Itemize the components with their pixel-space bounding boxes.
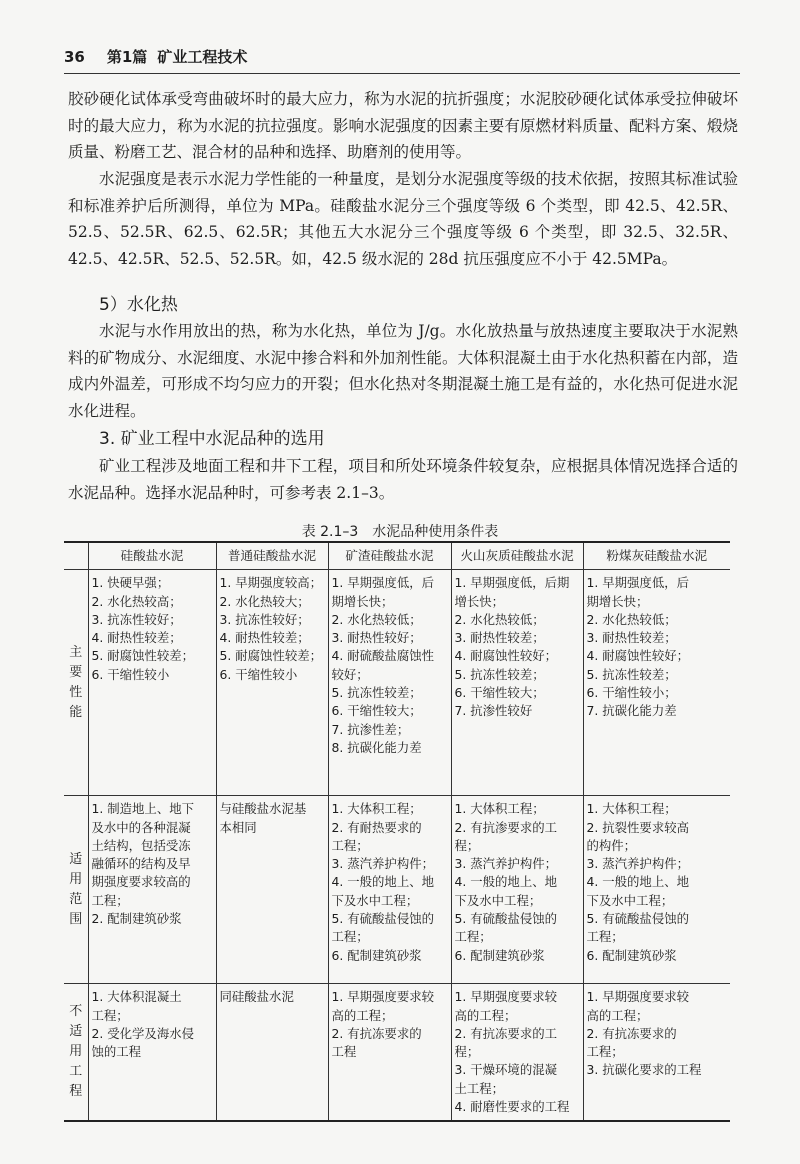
cell-line: 2. 水化热较大；: [219, 593, 310, 609]
cell-line: 6. 配制建筑砂浆: [331, 947, 422, 963]
cell-line: 3. 蒸汽养护构件；: [331, 856, 434, 872]
cell-line: 5. 耐腐蚀性较差；: [219, 648, 322, 664]
cell-line: 1. 大体积混凝土: [91, 989, 182, 1005]
column-header: 火山灰质硅酸盐水泥: [451, 542, 583, 570]
row-label-char: 用: [69, 1044, 83, 1060]
row-header: [64, 984, 88, 1122]
row-label-char: 程: [69, 1084, 83, 1100]
cell-line: 与硅酸盐水泥基: [219, 801, 307, 817]
cell-line: 5. 抗冻性较差；: [586, 666, 677, 682]
column-header: 普通硅酸盐水泥: [216, 542, 328, 570]
cell-line: 1. 早期强度要求较: [586, 989, 689, 1005]
cell-line: 工程；: [586, 929, 624, 945]
cell-line: 2. 有抗冻要求的: [586, 1025, 677, 1041]
cell-line: 4. 一般的地上、地: [586, 874, 689, 890]
cell-line: 4. 一般的地上、地: [454, 874, 557, 890]
row-label-char: 不: [69, 1004, 83, 1020]
cell-line: 及水中的各种混凝: [91, 819, 191, 835]
cell-line: 3. 耐热性较差；: [454, 630, 545, 646]
cell-line: 期增长快；: [331, 593, 394, 609]
table-cell: [328, 570, 451, 796]
cell-line: 8. 抗碳化能力差: [331, 739, 422, 755]
cell-line: 1. 大体积工程；: [331, 801, 422, 817]
cell-line: 6. 干缩性较小: [219, 666, 298, 682]
cell-line: 融循环的结构及早: [91, 856, 191, 872]
corner-cell: [64, 542, 88, 570]
table-cell: [216, 984, 328, 1122]
part-title: 矿业工程技术: [157, 48, 248, 66]
row-label-char: 要: [69, 664, 83, 680]
cell-line: 1. 制造地上、地下: [91, 801, 194, 817]
cell-line: 1. 大体积工程；: [454, 801, 545, 817]
page-number: 36: [64, 48, 85, 66]
row-label-char: 工: [69, 1064, 83, 1080]
cell-line: 5. 有硫酸盐侵蚀的: [331, 911, 434, 927]
cell-line: 4. 一般的地上、地: [331, 874, 434, 890]
cell-line: 增长快；: [454, 593, 505, 609]
cell-line: 5. 有硫酸盐侵蚀的: [454, 911, 557, 927]
paragraph-hydration-heat: 水泥与水作用放出的热，称为水化热，单位为 J/g。水化放热量与放热速度主要取决于水泥熟料的矿物成分、水泥细度、水泥中掺合料和外加剂性能。大体积混凝土由于水化热积蓄在内部，造成内外温差，可形成不均匀应力的开裂；但水化热对冬期混凝土施工是有益的，水化热可促进水泥水化进程。: [68, 322, 738, 420]
cell-line: 1. 早期强度要求较: [454, 989, 557, 1005]
cell-line: 工程；: [586, 1044, 624, 1060]
row-label-char: 适: [69, 851, 83, 867]
row-label-char: 适: [69, 1024, 83, 1040]
table-row: [64, 984, 730, 1122]
table-cell: [216, 796, 328, 984]
cell-line: 3. 耐热性较差；: [586, 630, 677, 646]
table-cell: [216, 570, 328, 796]
table-cell: [451, 796, 583, 984]
cell-line: 2. 受化学及海水侵: [91, 1025, 194, 1041]
table-cell: [88, 570, 216, 796]
cell-line: 2. 有抗渗要求的工程；: [454, 819, 557, 853]
cell-line: 2. 有抗冻要求的工程；: [454, 1025, 557, 1060]
table-row: [64, 570, 730, 796]
cell-line: 7. 抗渗性较好: [454, 703, 533, 719]
cell-line: 1. 早期强度低，后: [331, 575, 434, 591]
cell-line: 2. 有耐热要求的: [331, 819, 422, 835]
cell-line: 4. 耐磨性要求的工程: [454, 1099, 570, 1115]
cell-line: 5. 抗冻性较差；: [331, 685, 422, 701]
row-label-char: 性: [69, 684, 83, 700]
cell-line: 2. 水化热较低；: [454, 611, 545, 627]
cell-line: 1. 快硬早强；: [91, 575, 170, 591]
table-cell: [451, 570, 583, 796]
row-header: [64, 570, 88, 796]
cell-line: 5. 耐腐蚀性较差；: [91, 648, 194, 664]
table-header-row: [64, 542, 730, 570]
cell-line: 6. 干缩性较小；: [586, 685, 677, 701]
cell-line: 2. 水化热较低；: [586, 611, 677, 627]
cell-line: 6. 干缩性较小: [91, 666, 170, 682]
cement-conditions-table: [64, 541, 730, 1122]
cell-line: 7. 抗渗性差；: [331, 721, 410, 737]
table-cell: [583, 796, 730, 984]
cell-line: 5. 有硫酸盐侵蚀的: [586, 911, 689, 927]
paragraph-cement-selection: 矿业工程涉及地面工程和井下工程，项目和所处环境条件较复杂，应根据具体情况选择合适的水泥品种。选择水泥品种时，可参考表 2.1–3。: [68, 457, 738, 502]
cell-line: 工程；: [331, 929, 369, 945]
cell-line: 1. 早期强度低，后期: [454, 575, 570, 591]
cell-line: 高的工程；: [454, 1007, 517, 1023]
cell-line: 2. 配制建筑砂浆: [91, 911, 182, 927]
table-caption: 表 2.1–3 水泥品种使用条件表: [301, 524, 499, 540]
cell-line: 7. 抗碳化能力差: [586, 703, 677, 719]
table-cell: [328, 796, 451, 984]
cell-line: 工程: [331, 1044, 357, 1060]
column-header: 硅酸盐水泥: [88, 542, 216, 570]
cell-line: 6. 干缩性较大；: [454, 685, 545, 701]
cell-line: 工程；: [454, 929, 492, 945]
cell-line: 2. 水化热较低；: [331, 611, 422, 627]
cell-line: 1. 早期强度低，后: [586, 575, 689, 591]
cell-line: 3. 耐热性较好；: [331, 630, 422, 646]
table-row: [64, 796, 730, 984]
cell-line: 较好；: [331, 666, 369, 682]
cell-line: 1. 早期强度要求较: [331, 989, 434, 1005]
cell-line: 6. 配制建筑砂浆: [586, 947, 677, 963]
cell-line: 3. 抗碳化要求的工程: [586, 1062, 702, 1078]
cell-line: 4. 耐热性较差；: [91, 630, 182, 646]
cell-line: 4. 耐热性较差；: [219, 630, 310, 646]
cell-line: 1. 大体积工程；: [586, 801, 677, 817]
cell-line: 本相同: [219, 819, 257, 835]
table-cell: [328, 984, 451, 1122]
table-cell: [583, 570, 730, 796]
column-header: 粉煤灰硅酸盐水泥: [583, 542, 730, 570]
cell-line: 2. 有抗冻要求的: [331, 1025, 422, 1041]
cell-line: 5. 抗冻性较差；: [454, 666, 545, 682]
row-header: [64, 796, 88, 984]
cell-line: 3. 抗冻性较好；: [91, 611, 182, 627]
cell-line: 3. 蒸汽养护构件；: [454, 856, 557, 872]
heading-cement-selection: 3. 矿业工程中水泥品种的选用: [99, 429, 325, 449]
cell-line: 的构件；: [586, 837, 637, 853]
cell-line: 3. 抗冻性较好；: [219, 611, 310, 627]
page-header: [64, 46, 740, 74]
cell-line: 工程；: [331, 837, 369, 853]
row-label-char: 能: [69, 704, 83, 720]
cell-line: 2. 抗裂性要求较高: [586, 819, 689, 835]
cell-line: 期强度要求较高的: [91, 874, 191, 890]
row-label-char: 范: [69, 891, 83, 907]
cell-line: 下及水中工程；: [454, 892, 542, 908]
cell-line: 下及水中工程；: [586, 892, 674, 908]
paragraph-strength-grade: 水泥强度是表示水泥力学性能的一种量度，是划分水泥强度等级的技术依据，按照其标准试验和标准养护后所测得，单位为 MPa。硅酸盐水泥分三个强度等级 6 个类型，即 42.5、42.5R、52.5、52.5R、62.5、62.5R；其他五大水泥分三个强度等级 6 个类型，即 32.5、32.5R、42.5、42.5R、52.5、52.5R。如，42.5 级水泥的 28d 抗压强度应不小于 42.5MPa。: [68, 170, 738, 268]
cell-line: 土结构，包括受冻: [91, 837, 191, 853]
cell-line: 土工程；: [454, 1080, 505, 1096]
cell-line: 3. 干燥环境的混凝: [454, 1062, 557, 1078]
cell-line: 6. 配制建筑砂浆: [454, 947, 545, 963]
row-label-char: 围: [69, 911, 83, 927]
part-number: 第1篇: [106, 48, 148, 66]
row-label-char: 用: [69, 871, 83, 887]
cell-line: 期增长快；: [586, 593, 649, 609]
cell-line: 高的工程；: [331, 1007, 394, 1023]
row-label-char: 主: [69, 644, 83, 660]
table-cell: [88, 984, 216, 1122]
cell-line: 下及水中工程；: [331, 892, 419, 908]
paragraph-strength-definition: 胶砂硬化试体承受弯曲破坏时的最大应力，称为水泥的抗折强度；水泥胶砂硬化试体承受拉伸破坏时的最大应力，称为水泥的抗拉强度。影响水泥强度的因素主要有原燃材料质量、配料方案、煅烧质量、粉磨工艺、混合材的品种和选择、助磨剂的使用等。: [68, 90, 738, 161]
cell-line: 2. 水化热较高；: [91, 593, 182, 609]
heading-hydration-heat: 5）水化热: [99, 295, 178, 315]
cell-line: 工程；: [91, 892, 129, 908]
table-cell: [451, 984, 583, 1122]
table-cell: [583, 984, 730, 1122]
cell-line: 4. 耐腐蚀性较好；: [454, 648, 557, 664]
cell-line: 工程；: [91, 1007, 129, 1023]
cell-line: 3. 蒸汽养护构件；: [586, 856, 689, 872]
table-cell: [88, 796, 216, 984]
cell-line: 蚀的工程: [91, 1044, 142, 1060]
column-header: 矿渣硅酸盐水泥: [328, 542, 451, 570]
cell-line: 同硅酸盐水泥: [219, 989, 294, 1005]
cell-line: 高的工程；: [586, 1007, 649, 1023]
cell-line: 1. 早期强度较高；: [219, 575, 322, 591]
cell-line: 6. 干缩性较大；: [331, 703, 422, 719]
cell-line: 4. 耐腐蚀性较好；: [586, 648, 689, 664]
cell-line: 4. 耐硫酸盐腐蚀性: [331, 648, 434, 664]
